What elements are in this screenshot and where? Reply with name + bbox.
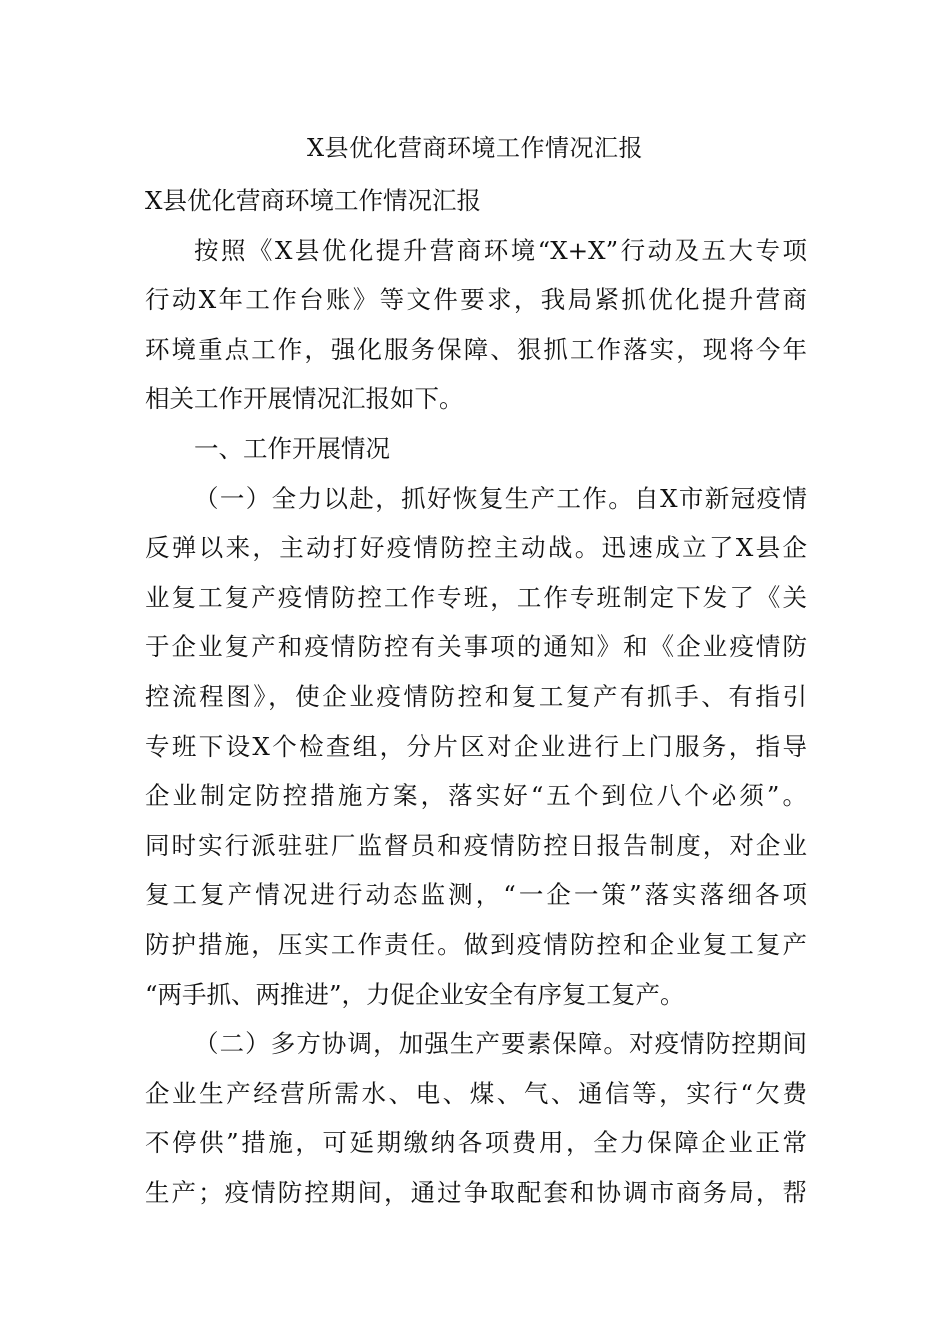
text-line: 企业生产经营所需水、电、煤、气、通信等，实行“欠费 [145,1078,807,1108]
text-line: 业复工复产疫情防控工作专班，工作专班制定下发了《关 [145,582,807,612]
subtitle-line: X县优化营商环境工作情况汇报 [145,186,481,215]
text-line: 行动X年工作台账》等文件要求，我局紧抓优化提升营商 [145,285,807,315]
body-text [145,176,807,1217]
text-line: 同时实行派驻驻厂监督员和疫情防控日报告制度，对企业 [145,830,807,860]
text-line: 环境重点工作，强化服务保障、狠抓工作落实，现将今年 [145,334,807,364]
page-title: X县优化营商环境工作情况汇报 [306,134,644,162]
text-line: 企业制定防控措施方案，落实好“五个到位八个必须”。 [145,781,807,811]
text-line: 于企业复产和疫情防控有关事项的通知》和《企业疫情防 [145,632,807,662]
text-line: （一）全力以赴，抓好恢复生产工作。自X市新冠疫情 [194,483,807,513]
text-line: 相关工作开展情况汇报如下。 [145,384,464,414]
text-line: 复工复产情况进行动态监测，“一企一策”落实落细各项 [145,880,807,910]
text-line: 防护措施，压实工作责任。做到疫情防控和企业复工复产 [145,929,807,959]
text-line: 专班下设X个检查组，分片区对企业进行上门服务，指导 [145,731,807,761]
text-line: 反弹以来，主动打好疫情防控主动战。迅速成立了X县企 [145,533,807,563]
text-line: （二）多方协调，加强生产要素保障。对疫情防控期间 [194,1029,807,1059]
text-line: 控流程图》，使企业疫情防控和复工复产有抓手、有指引 [145,681,807,711]
text-line: 不停供”措施，可延期缴纳各项费用，全力保障企业正常 [145,1128,807,1158]
text-line: 按照《X县优化提升营商环境“X+X”行动及五大专项 [194,235,807,265]
text-line: 一、工作开展情况 [194,433,390,463]
text-line: “两手抓、两推进”，力促企业安全有序复工复产。 [145,979,685,1009]
text-line: 生产；疫情防控期间，通过争取配套和协调市商务局，帮 [145,1177,807,1207]
